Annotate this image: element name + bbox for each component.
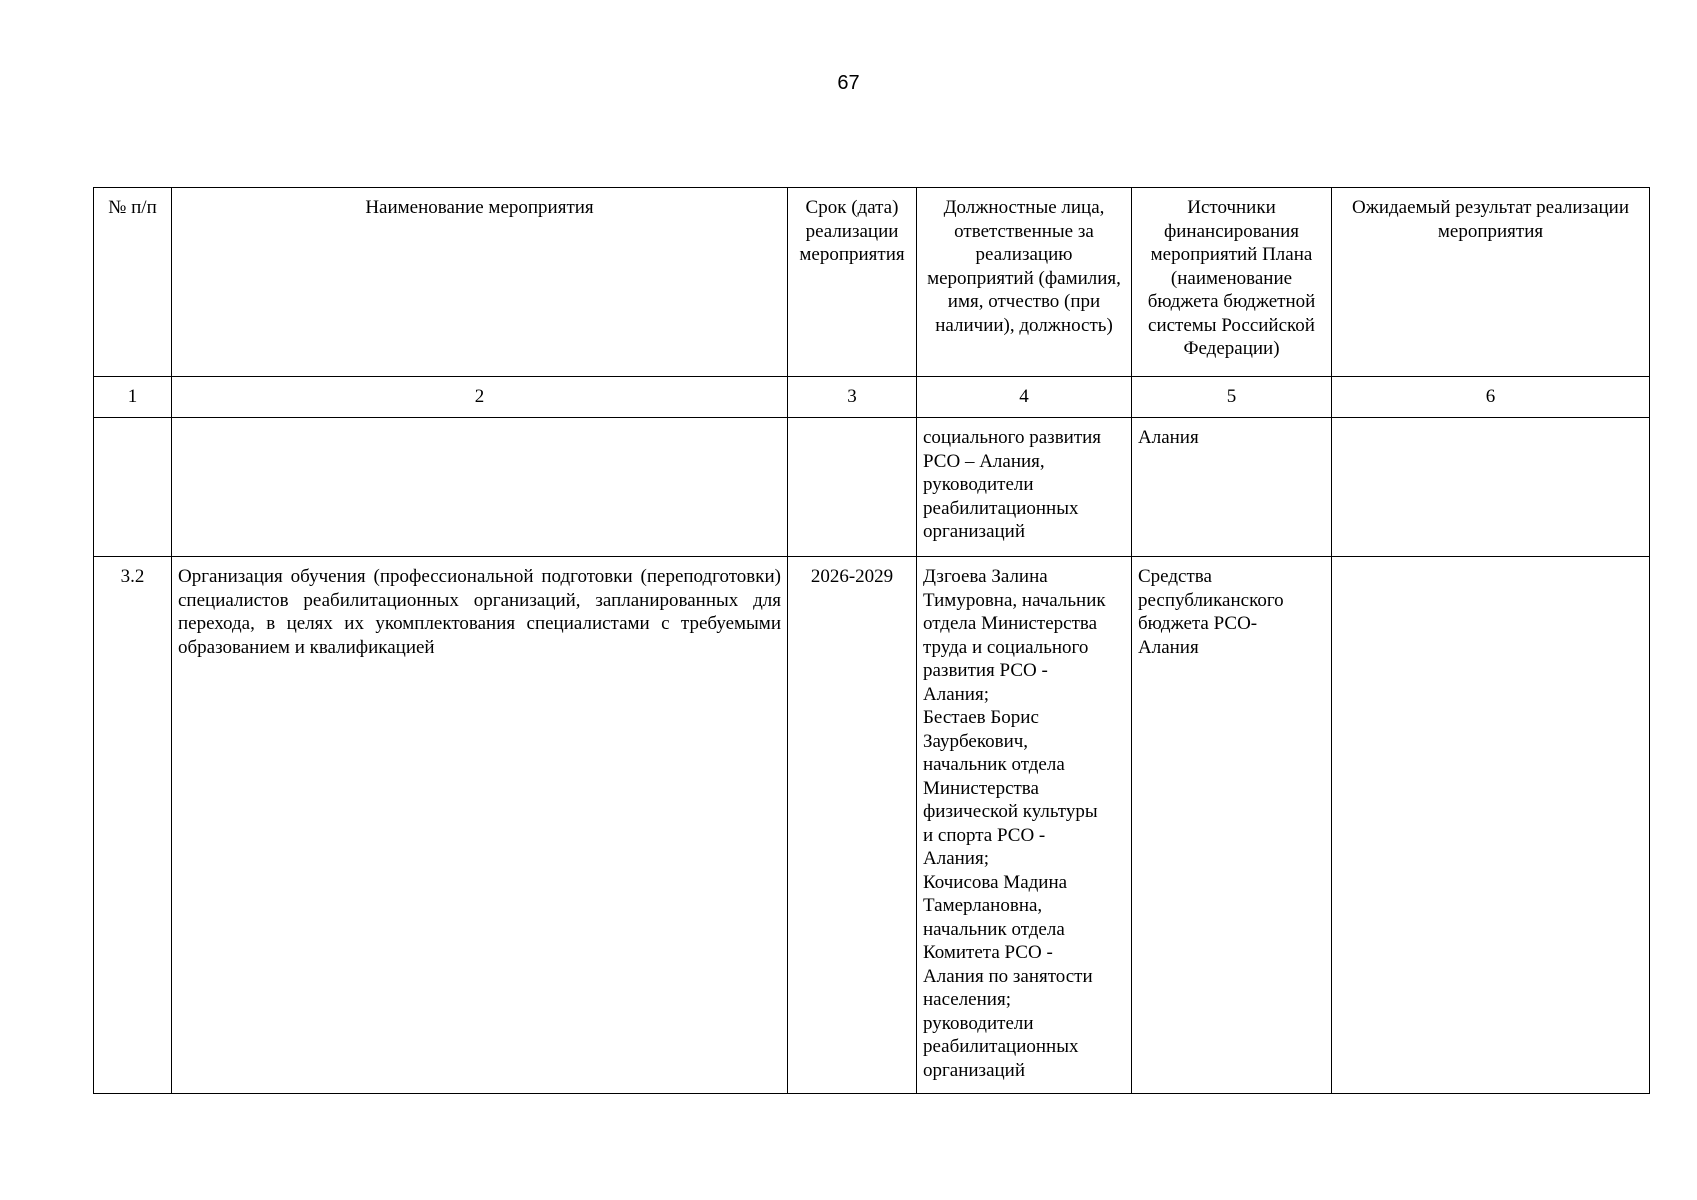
table-row	[94, 557, 1650, 1094]
cell-deadline	[788, 418, 917, 557]
cell-event-name	[172, 418, 788, 557]
cell-expected-result	[1332, 418, 1650, 557]
cell-expected-result	[1332, 557, 1650, 1094]
header-expected-result: Ожидаемый результат реализации мероприятия	[1332, 188, 1650, 377]
column-number: 6	[1332, 377, 1650, 418]
cell-event-name: Организация обучения (профессиональной подготовки (переподготовки) специалистов реабилитационных организаций, запланированных для перехода, в целях их укомплектования специалистами с требуемыми образованием и квалификацией	[172, 557, 788, 1094]
header-row	[94, 188, 1650, 377]
column-number: 2	[172, 377, 788, 418]
header-responsible: Должностные лица, ответственные за реализацию мероприятий (фамилия, имя, отчество (при наличии), должность)	[917, 188, 1132, 377]
cell-number: 3.2	[94, 557, 172, 1094]
column-number: 4	[917, 377, 1132, 418]
page-number: 67	[837, 72, 860, 94]
table-row	[94, 418, 1650, 557]
column-number-row	[94, 377, 1650, 418]
cell-funding: Средства республиканского бюджета РСО- Алания	[1132, 557, 1332, 1094]
cell-number	[94, 418, 172, 557]
cell-funding: Алания	[1132, 418, 1332, 557]
header-event-name: Наименование мероприятия	[172, 188, 788, 377]
column-number: 5	[1132, 377, 1332, 418]
cell-responsible: Дзгоева Залина Тимуровна, начальник отдела Министерства труда и социального развития РСО - Алания; Бестаев Борис Заурбекович, начальник отдела Министерства физической культуры и спорта РСО - Алания; Кочисова Мадина Тамерлановна, начальник отдела Комитета РСО - Алания по занятости населения; руководители реабилитационных организаций	[917, 557, 1132, 1094]
cell-deadline: 2026-2029	[788, 557, 917, 1094]
header-number: № п/п	[94, 188, 172, 377]
header-funding: Источники финансирования мероприятий Плана (наименование бюджета бюджетной системы Российской Федерации)	[1132, 188, 1332, 377]
column-number: 1	[94, 377, 172, 418]
cell-responsible: социального развития РСО – Алания, руководители реабилитационных организаций	[917, 418, 1132, 557]
column-number: 3	[788, 377, 917, 418]
header-deadline: Срок (дата) реализации мероприятия	[788, 188, 917, 377]
action-plan-table	[93, 187, 1650, 1094]
